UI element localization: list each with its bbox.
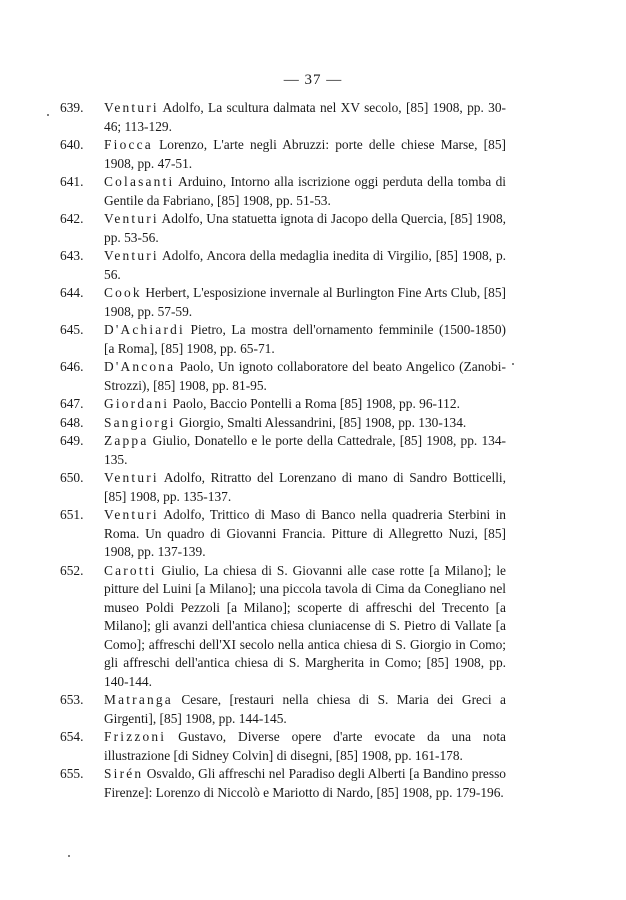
entry-author: Carotti (104, 562, 157, 578)
entry-number: 645. (60, 322, 84, 337)
bibliography-entry (60, 432, 506, 469)
entry-text: Adolfo, Trittico di Maso di Banco nella quadreria Sterbini in Roma. Un quadro di Giovanni Francia. Pitture di Allegretto Nuzi, [85] 1908, pp. 137-139. (104, 507, 506, 559)
entry-number: 654. (60, 729, 84, 744)
entry-number: 642. (60, 211, 84, 226)
bibliography-entry (60, 247, 506, 284)
entry-text: Arduino, Intorno alla iscrizione oggi perduta della tomba di Gentile da Fabriano, [85] 1908, pp. 51-53. (104, 174, 506, 208)
entry-author: Venturi (104, 470, 159, 485)
entry-text: Adolfo, Una statuetta ignota di Jacopo della Quercia, [85] 1908, pp. 53-56. (104, 211, 507, 245)
entry-number: 646. (60, 359, 84, 374)
entry-author: Sirén (104, 766, 144, 781)
entry-number: 643. (60, 248, 84, 263)
entry-author: Venturi (104, 211, 159, 226)
entry-number: 648. (60, 414, 84, 430)
entry-text: Herbert, L'esposizione invernale al Burlington Fine Arts Club, [85] 1908, pp. 57-59. (104, 285, 507, 319)
entry-author: D'Achiardi (104, 322, 185, 337)
bibliography-entry (60, 210, 506, 247)
entry-author: Zappa (104, 433, 149, 448)
entry-author: Colasanti (104, 174, 175, 189)
entry-number: 641. (60, 174, 84, 189)
bibliography-entry (60, 765, 506, 802)
bibliography-entry (60, 358, 506, 395)
bibliography-entry (60, 99, 506, 136)
scan-speck (512, 363, 514, 365)
bibliography-entry (60, 414, 506, 433)
entry-text: Giorgio, Smalti Alessandrini, [85] 1908, pp. 130-134. (179, 414, 467, 430)
entry-author: Giordani (104, 396, 170, 411)
entry-text: Paolo, Baccio Pontelli a Roma [85] 1908, pp. 96-112. (172, 396, 460, 411)
bibliography-entry (60, 562, 506, 692)
scan-speck (68, 855, 70, 857)
entry-text: Adolfo, La scultura dalmata nel XV secolo, [85] 1908, pp. 30-46; 113-129. (104, 100, 507, 134)
entry-text: Giulio, La chiesa di S. Giovanni alle case rotte [a Milano]; le pitture del Luini [a Milano]; una piccola tavola di Cima da Conegliano nel museo Poldi Pezzoli [a Milano]; scoperte di affreschi del Trecento [a Milano]; gli avanzi dell'antica chiesa cluniacense di S. Pietro di Vallate [a Como]; affreschi dell'XI secolo nella antica chiesa di S. Giorgio in Como; gli affreschi dell'antica chiesa di S. Margherita in Como; [85] 1908, pp. 140-144. (104, 562, 506, 689)
entry-number: 652. (60, 562, 84, 578)
entry-author: Cook (104, 285, 142, 300)
entry-number: 639. (60, 100, 84, 115)
bibliography-entry (60, 469, 506, 506)
bibliography-list (60, 99, 506, 802)
bibliography-entry (60, 173, 506, 210)
entry-number: 650. (60, 470, 84, 485)
entry-author: Venturi (104, 248, 159, 263)
entry-number: 655. (60, 766, 84, 781)
page-number: — 37 — (283, 72, 343, 88)
entry-text: Adolfo, Ancora della medaglia inedita di Virgilio, [85] 1908, p. 56. (104, 248, 506, 282)
entry-text: Paolo, Un ignoto collaboratore del beato Angelico (Zanobi-Strozzi), [85] 1908, pp. 81-95. (104, 359, 506, 393)
bibliography-entry (60, 728, 506, 765)
entry-author: Frizzoni (104, 729, 167, 744)
entry-author: Sangiorgi (104, 414, 176, 430)
entry-number: 640. (60, 137, 84, 152)
entry-number: 651. (60, 507, 84, 522)
entry-author: Matranga (104, 692, 173, 707)
bibliography-entry (60, 691, 506, 728)
entry-author: D'Ancona (104, 359, 176, 374)
bibliography-entry (60, 506, 506, 562)
bibliography-entry (60, 395, 506, 414)
entry-number: 644. (60, 285, 84, 300)
entry-text: Giulio, Donatello e le porte della Cattedrale, [85] 1908, pp. 134-135. (104, 433, 506, 467)
entry-number: 649. (60, 433, 84, 448)
entry-text: Cesare, [restauri nella chiesa di S. Maria dei Greci a Girgenti], [85] 1908, pp. 144-145. (104, 692, 506, 726)
bibliography-entry (60, 284, 506, 321)
entry-author: Venturi (104, 100, 159, 115)
bibliography-entry (60, 136, 506, 173)
entry-text: Lorenzo, L'arte negli Abruzzi: porte delle chiese Marse, [85] 1908, pp. 47-51. (104, 137, 506, 171)
entry-author: Venturi (104, 507, 159, 522)
entry-text: Gustavo, Diverse opere d'arte evocate da una nota illustrazione [di Sidney Colvin] di disegni, [85] 1908, pp. 161-178. (104, 729, 506, 763)
entry-text: Adolfo, Ritratto del Lorenzano di mano di Sandro Botticelli, [85] 1908, pp. 135-137. (104, 470, 507, 504)
entry-text: Pietro, La mostra dell'ornamento femminile (1500-1850) [a Roma], [85] 1908, pp. 65-71. (104, 322, 506, 356)
bibliography-entry (60, 321, 506, 358)
entry-author: Fiocca (104, 137, 153, 152)
entry-number: 653. (60, 692, 84, 707)
entry-number: 647. (60, 396, 84, 411)
entry-text: Osvaldo, Gli affreschi nel Paradiso degli Alberti [a Bandino presso Firenze]: Lorenzo di Niccolò e Mariotto di Nardo, [85] 1908, pp. 179-196. (104, 766, 506, 800)
scan-speck (47, 114, 49, 116)
